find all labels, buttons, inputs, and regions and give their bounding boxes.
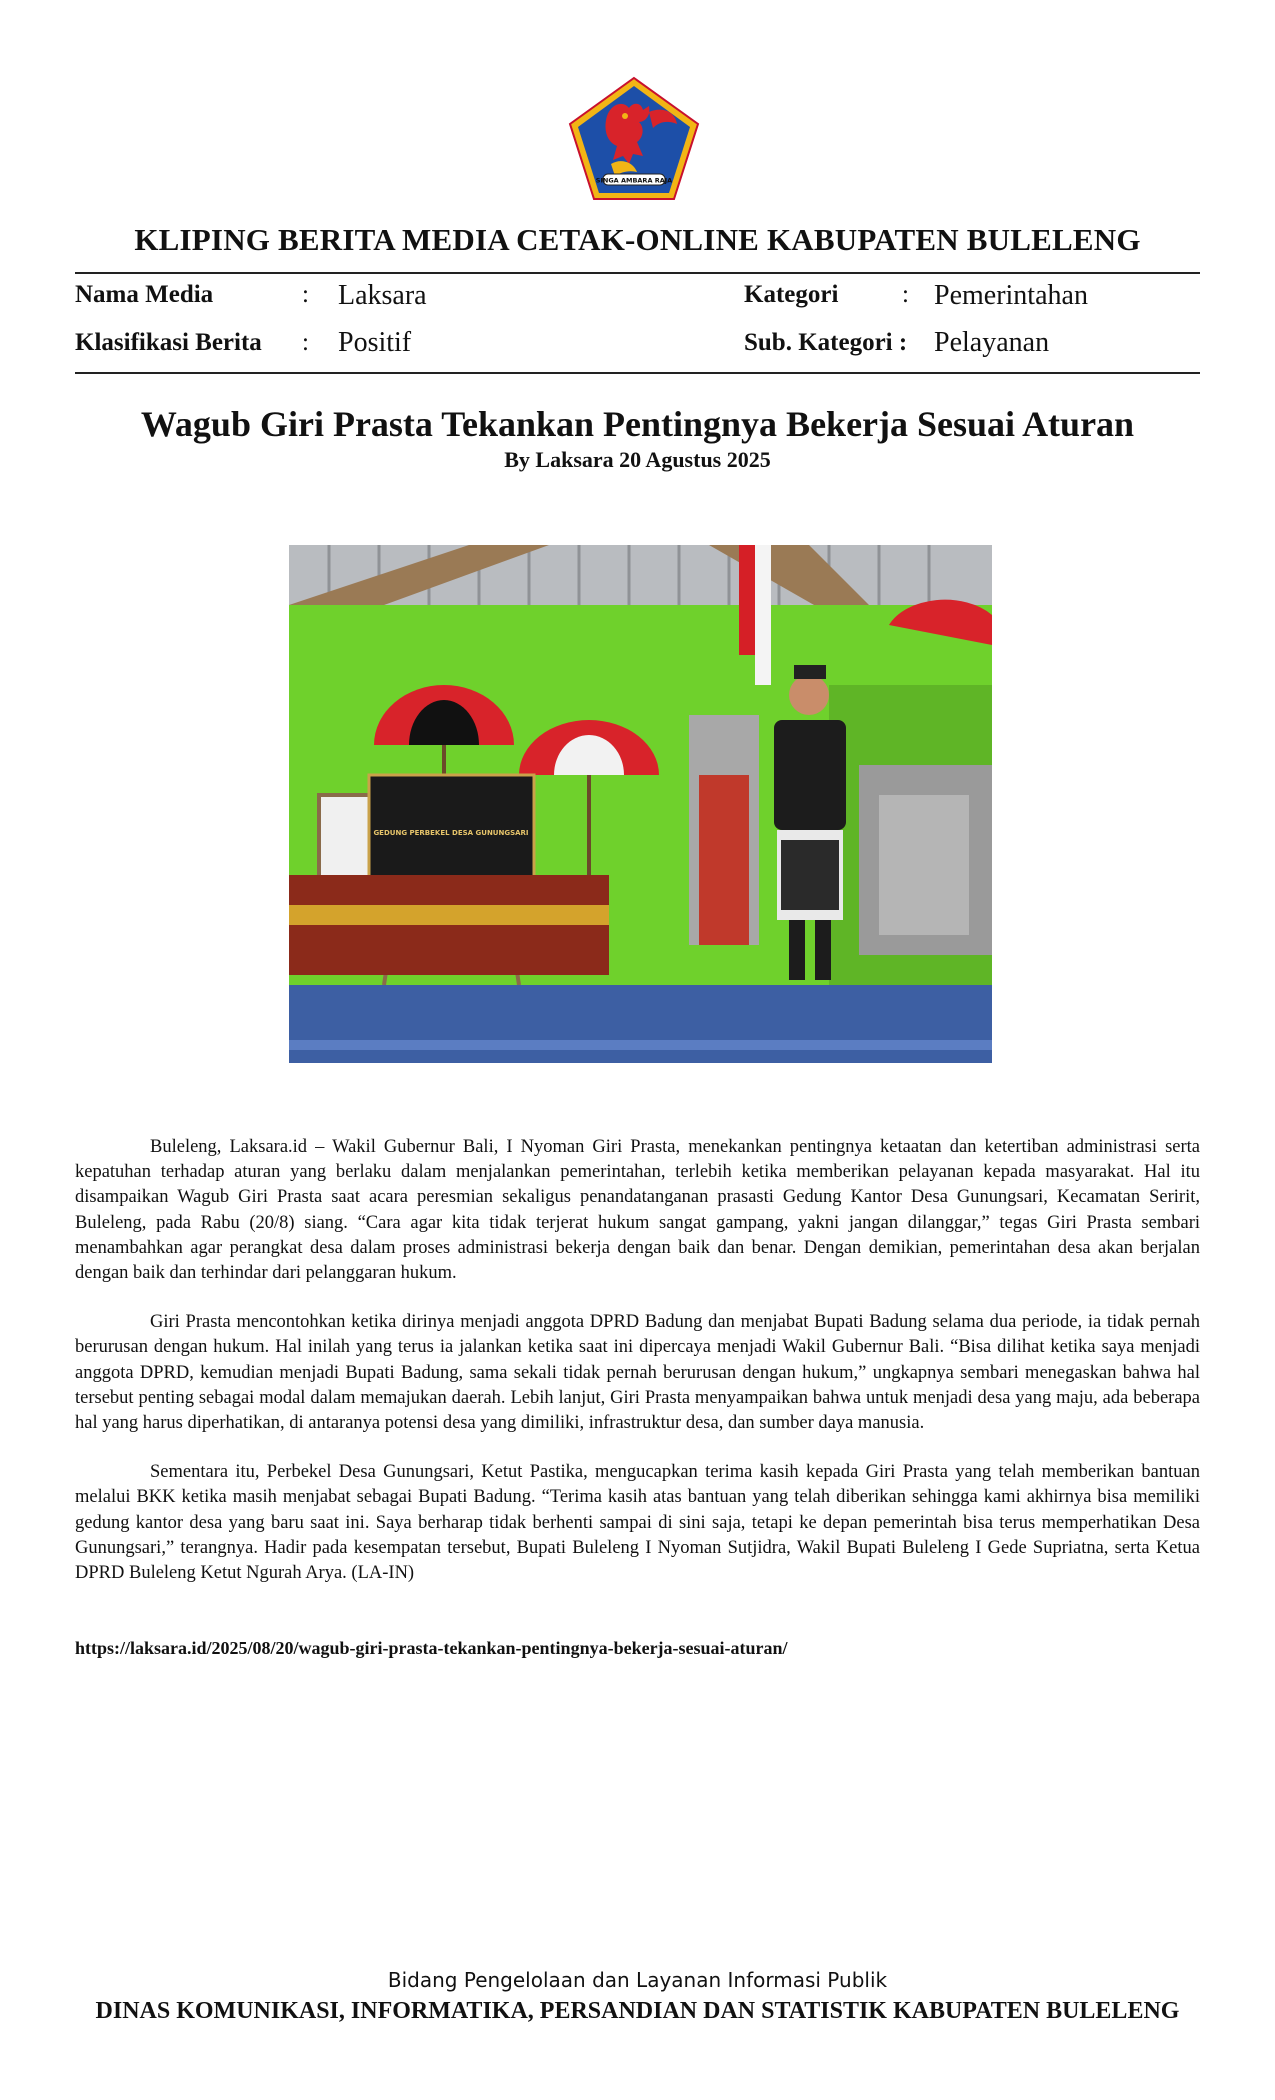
category-colon: :	[902, 281, 909, 308]
footer-agency: DINAS KOMUNIKASI, INFORMATIKA, PERSANDIAN DAN STATISTIK KABUPATEN BULELENG	[95, 1998, 1180, 2024]
divider-bottom	[75, 372, 1200, 374]
divider-top	[75, 272, 1200, 274]
subcategory-label: Sub. Kategori :	[744, 329, 908, 356]
buleleng-emblem-icon	[567, 76, 701, 202]
article-byline: By Laksara 20 Agustus 2025	[504, 447, 771, 472]
category-value: Pemerintahan	[934, 280, 1088, 311]
media-value: Laksara	[338, 280, 427, 311]
article-paragraph-3: Sementara itu, Perbekel Desa Gunungsari, Ketut Pastika, mengucapkan terima kasih kepada Giri Prasta yang telah memberikan bantuan melalui BKK ketika masih menjabat sebagai Bupati Badung. “Terima kasih atas bantuan yang telah diberikan sehingga kami akhirnya bisa memiliki gedung kantor desa yang baru saat ini. Saya berharap tidak berhenti sampai di sini saja, tetapi ke depan pemerintah bisa terus memperhatikan Desa Gunungsari,” terangnya. Hadir pada kesempatan tersebut, Bupati Buleleng I Nyoman Sutjidra, Wakil Bupati Buleleng I Gede Supriatna, serta Ketua DPRD Buleleng Ketut Ngurah Arya. (LA-IN)	[75, 1462, 1200, 1584]
media-colon: :	[302, 281, 309, 308]
subcategory-value: Pelayanan	[934, 327, 1050, 358]
category-label: Kategori	[744, 281, 839, 308]
classification-colon: :	[302, 329, 309, 356]
plaque-text: GEDUNG PERBEKEL DESA GUNUNGSARI	[373, 829, 529, 837]
article-headline: Wagub Giri Prasta Tekankan Pentingnya Bekerja Sesuai Aturan	[140, 404, 1135, 444]
classification-label: Klasifikasi Berita	[75, 329, 262, 356]
emblem-graphic	[567, 76, 701, 202]
classification-value: Positif	[338, 327, 412, 358]
footer-division: Bidang Pengelolaan dan Layanan Informasi Publik	[387, 1968, 888, 1992]
article-paragraph-1: Buleleng, Laksara.id – Wakil Gubernur Bali, I Nyoman Giri Prasta, menekankan pentingnya ketaatan dan ketertiban administrasi serta kepatuhan terhadap aturan yang berlaku dalam menjalankan pemerintahan, terlebih ketika memberikan pelayanan kepada masyarakat. Hal itu disampaikan Wagub Giri Prasta saat acara peresmian sekaligus penandatanganan prasasti Gedung Kantor Desa Gunungsari, Kecamatan Seririt, Buleleng, pada Rabu (20/8) siang. “Cara agar kita tidak terjerat hukum sangat gampang, yakni jangan dilanggar,” tegas Giri Prasta sembari menambahkan agar perangkat desa dalam proses administrasi bekerja dengan baik dan benar. Dengan demikian, pemerintahan desa akan berjalan dengan baik dan terhindar dari pelanggaran hukum.	[75, 1137, 1200, 1284]
article-paragraph-2: Giri Prasta mencontohkan ketika dirinya menjadi anggota DPRD Badung dan menjabat Bupati Badung selama dua periode, ia tidak pernah berurusan dengan hukum. Hal inilah yang terus ia jalankan ketika saat ini dipercaya menjadi Wakil Gubernur Bali. “Bisa dilihat ketika saya menjadi anggota DPRD, kemudian menjadi Bupati Badung, sama sekali tidak pernah berurusan dengan hukum,” ungkapnya sembari menegaskan bahwa hal tersebut penting sebagai modal dalam memajukan daerah. Lebih lanjut, Giri Prasta menyampaikan bahwa untuk menjadi desa yang maju, ada beberapa hal yang harus diperhatikan, di antaranya potensi desa yang dimiliki, infrastruktur desa, dan sumber daya manusia.	[75, 1312, 1200, 1434]
media-label: Nama Media	[75, 281, 214, 308]
document-title: KLIPING BERITA MEDIA CETAK-ONLINE KABUPATEN BULELENG	[134, 222, 1141, 257]
photo-illustration	[289, 545, 992, 1063]
source-link[interactable]: https://laksara.id/2025/08/20/wagub-giri-prasta-tekankan-pentingnya-bekerja-sesuai-aturan/	[75, 1638, 788, 1658]
article-body	[75, 1135, 1200, 1610]
article-photo	[289, 545, 992, 1063]
emblem-motto: SINGA AMBARA RAJA	[595, 176, 673, 185]
